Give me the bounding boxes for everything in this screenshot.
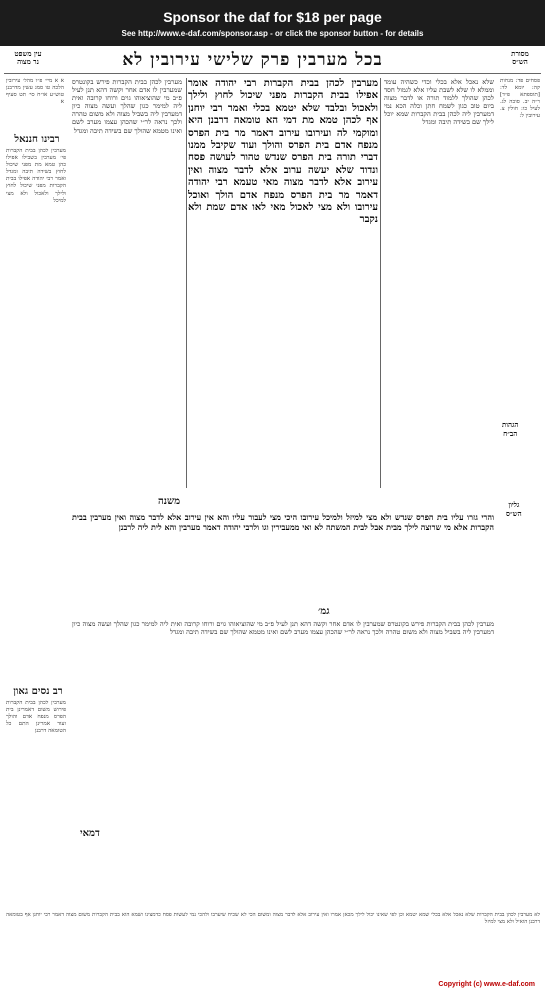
rav-nissim-gaon-label: רב נסים גאון: [13, 686, 63, 697]
mishna-label: משנה: [158, 496, 181, 507]
masoret-header: מסורת הש״ס: [511, 49, 529, 66]
tosafot-lower: מערבין לכהן בבית הקברות פירש בקונטרס שמערבין לו אדם אחר וקשה דהא תנן לעיל פ״ב מי שהוציאוהו גוים ורוחו קרובה ואית ליה למימר כגון שהלך ועשה מצוה כיון דמערבין ליה בשביל מצוה ולא משום טהרה ולכך נראה לר״י שהכהן עצמו מערב לשם ואינו מטמא שהולך שם בשידה תיבה ומגדל: [72, 620, 494, 637]
rabbeinu-chananel-label: רבינו חננאל: [14, 134, 60, 145]
talmud-page: [0, 46, 545, 990]
page-header: בכל מערבין פרק שלישי עירובין לא: [122, 50, 383, 70]
column-divider: [186, 78, 187, 488]
ein-mishpat-column: א א מיי׳ פ״ו מהל׳ עירובין הלכה טו סמג עשין מדרבנן טוש״ע או״ח סי׳ תט סעיף א: [6, 78, 64, 106]
gemara-main-text: מערבין לכהן בבית הקברות רבי יהודה אומר אפילו בבית הקברות מפני שיכול לחוץ ולילך ולאכול ובלבד שלא יטמא בכלי ואמר רבי יוחנן אף לכהן טמא מת דמי הא טומאה דרבנן היא ומוקמי לה ועירובו עירוב דאמר מר בית הפרס מנפח אדם בית הפרס והולך ועוד שקיבל ממנו דברי תורה בית הפרס שנדש טהור לעושה פסח ונדוד שלא יעשה ערוב אלא לדבר מצוה ואין עירוב אלא לדבר מצוה מאי טעמא רבי יהודה דאמר מר בית הפרס מנפח אדם הולך ואוכל עירובו ולא מצי לאכול מאי לאו אדם שמת ולא נקבר: [188, 78, 378, 226]
sponsor-title: Sponsor the daf for $18 per page: [163, 9, 382, 25]
gemara-continuation: והרי גזרו עליו בית הפרס שנדש ולא מצי למיזל ולמיכל עירובו היכי מצי לעבור עליו והא אין עירוב אלא לדבר מצוה ואין מערבין בבית הקברות אלא מי שרוצה לילך מבית אבל לבית המשתה לא ואי ממעבירין וגו ולרבי יהודה דאמר מערבין והא לית ליה לרבנן: [72, 512, 494, 532]
gilyon-label: גליון הש״ס: [506, 500, 522, 518]
column-divider: [380, 78, 381, 488]
rashi-column: שלא נאכל אלא בכלי וכדי כשהיה עומד וממלא לו שלא לשבת עליו אלא לגמול חסד לכהן שהולך ללמוד תורה או לדבר מצוה ביום טוב כגון לשמח חתן וכלה הכא נמי דמערבין ליה לכהן בבית הקברות שמא יוכל לילך שם בשידה תיבה ומגדל: [384, 78, 494, 127]
sponsor-subtitle[interactable]: See http://www.e-daf.com/sponsor.asp - or click the sponsor button - for details: [121, 29, 424, 38]
rav-nissim-gaon-column: מערבין לכהן בבית הקברות פירוש משום דאמרינן בית הפרס מנפח אדם והולך ועוד אמרינן התם כל הטומאה דרבנן: [6, 700, 66, 735]
ein-mishpat-header: עין משפט נר מצוה: [14, 49, 42, 66]
rabbeinu-chananel-column: מערבין לכהן בבית הקברות פי׳ מערבין בשבילו אפילו כהן טמא מת מפני שיכול לחוץ בשידה תיבה ומגדל ואמר רבי יהודה אפילו בבית הקברות מפני שיכול לחוץ ולילך ולאכול ולא מצי למיכל: [6, 148, 66, 204]
bottom-commentary: לא מערבין לכהן בבית הקברות שלא נאכל אלא בכלי שמא יטמא וכן לפי שאינו יכול לילך מכאן אמרו ואין עירוב אלא לדבר מצוה ומשום הכי לא שכיח שיערבו ולהכי נמי לעשות פסח כדמצינו ושמא הוא בבית הקברות משום מצוה דאמר רבי יוחנן אף בטומאה דרבנן הואיל ולא מצי למיזל: [6, 912, 540, 925]
copyright-notice[interactable]: Copyright (c) www.e-daf.com: [438, 981, 535, 988]
sponsor-banner[interactable]: [0, 0, 545, 46]
demai-label: דמאי: [80, 828, 100, 839]
gemara-label: גמ׳: [318, 606, 330, 617]
header-rule: [4, 73, 541, 74]
hagahot-label: הגהות הב״ח: [502, 420, 519, 438]
masoret-hashas-column: פסחים פד: מנחות קה: יומא לד: [תוספתא פ״ד] ר״ה יב. סוכה לג. לעיל כו: חולין צ. עירובין ל:: [500, 78, 540, 120]
tosafot-column: מערבין לכהן בבית הקברות פירש בקונטרס שמערבין לו אדם אחר וקשה דהא תנן לעיל פ״ב מי שהוציאוהו גוים ורוחו קרובה ואית ליה למימר כגון שהלך ועשה מצוה כיון דמערבין ליה בשביל מצוה ולא משום טהרה ולכך נראה לר״י שהכהן עצמו מערב לשם ואינו מטמא שהולך שם בשידה תיבה ומגדל: [72, 78, 182, 135]
